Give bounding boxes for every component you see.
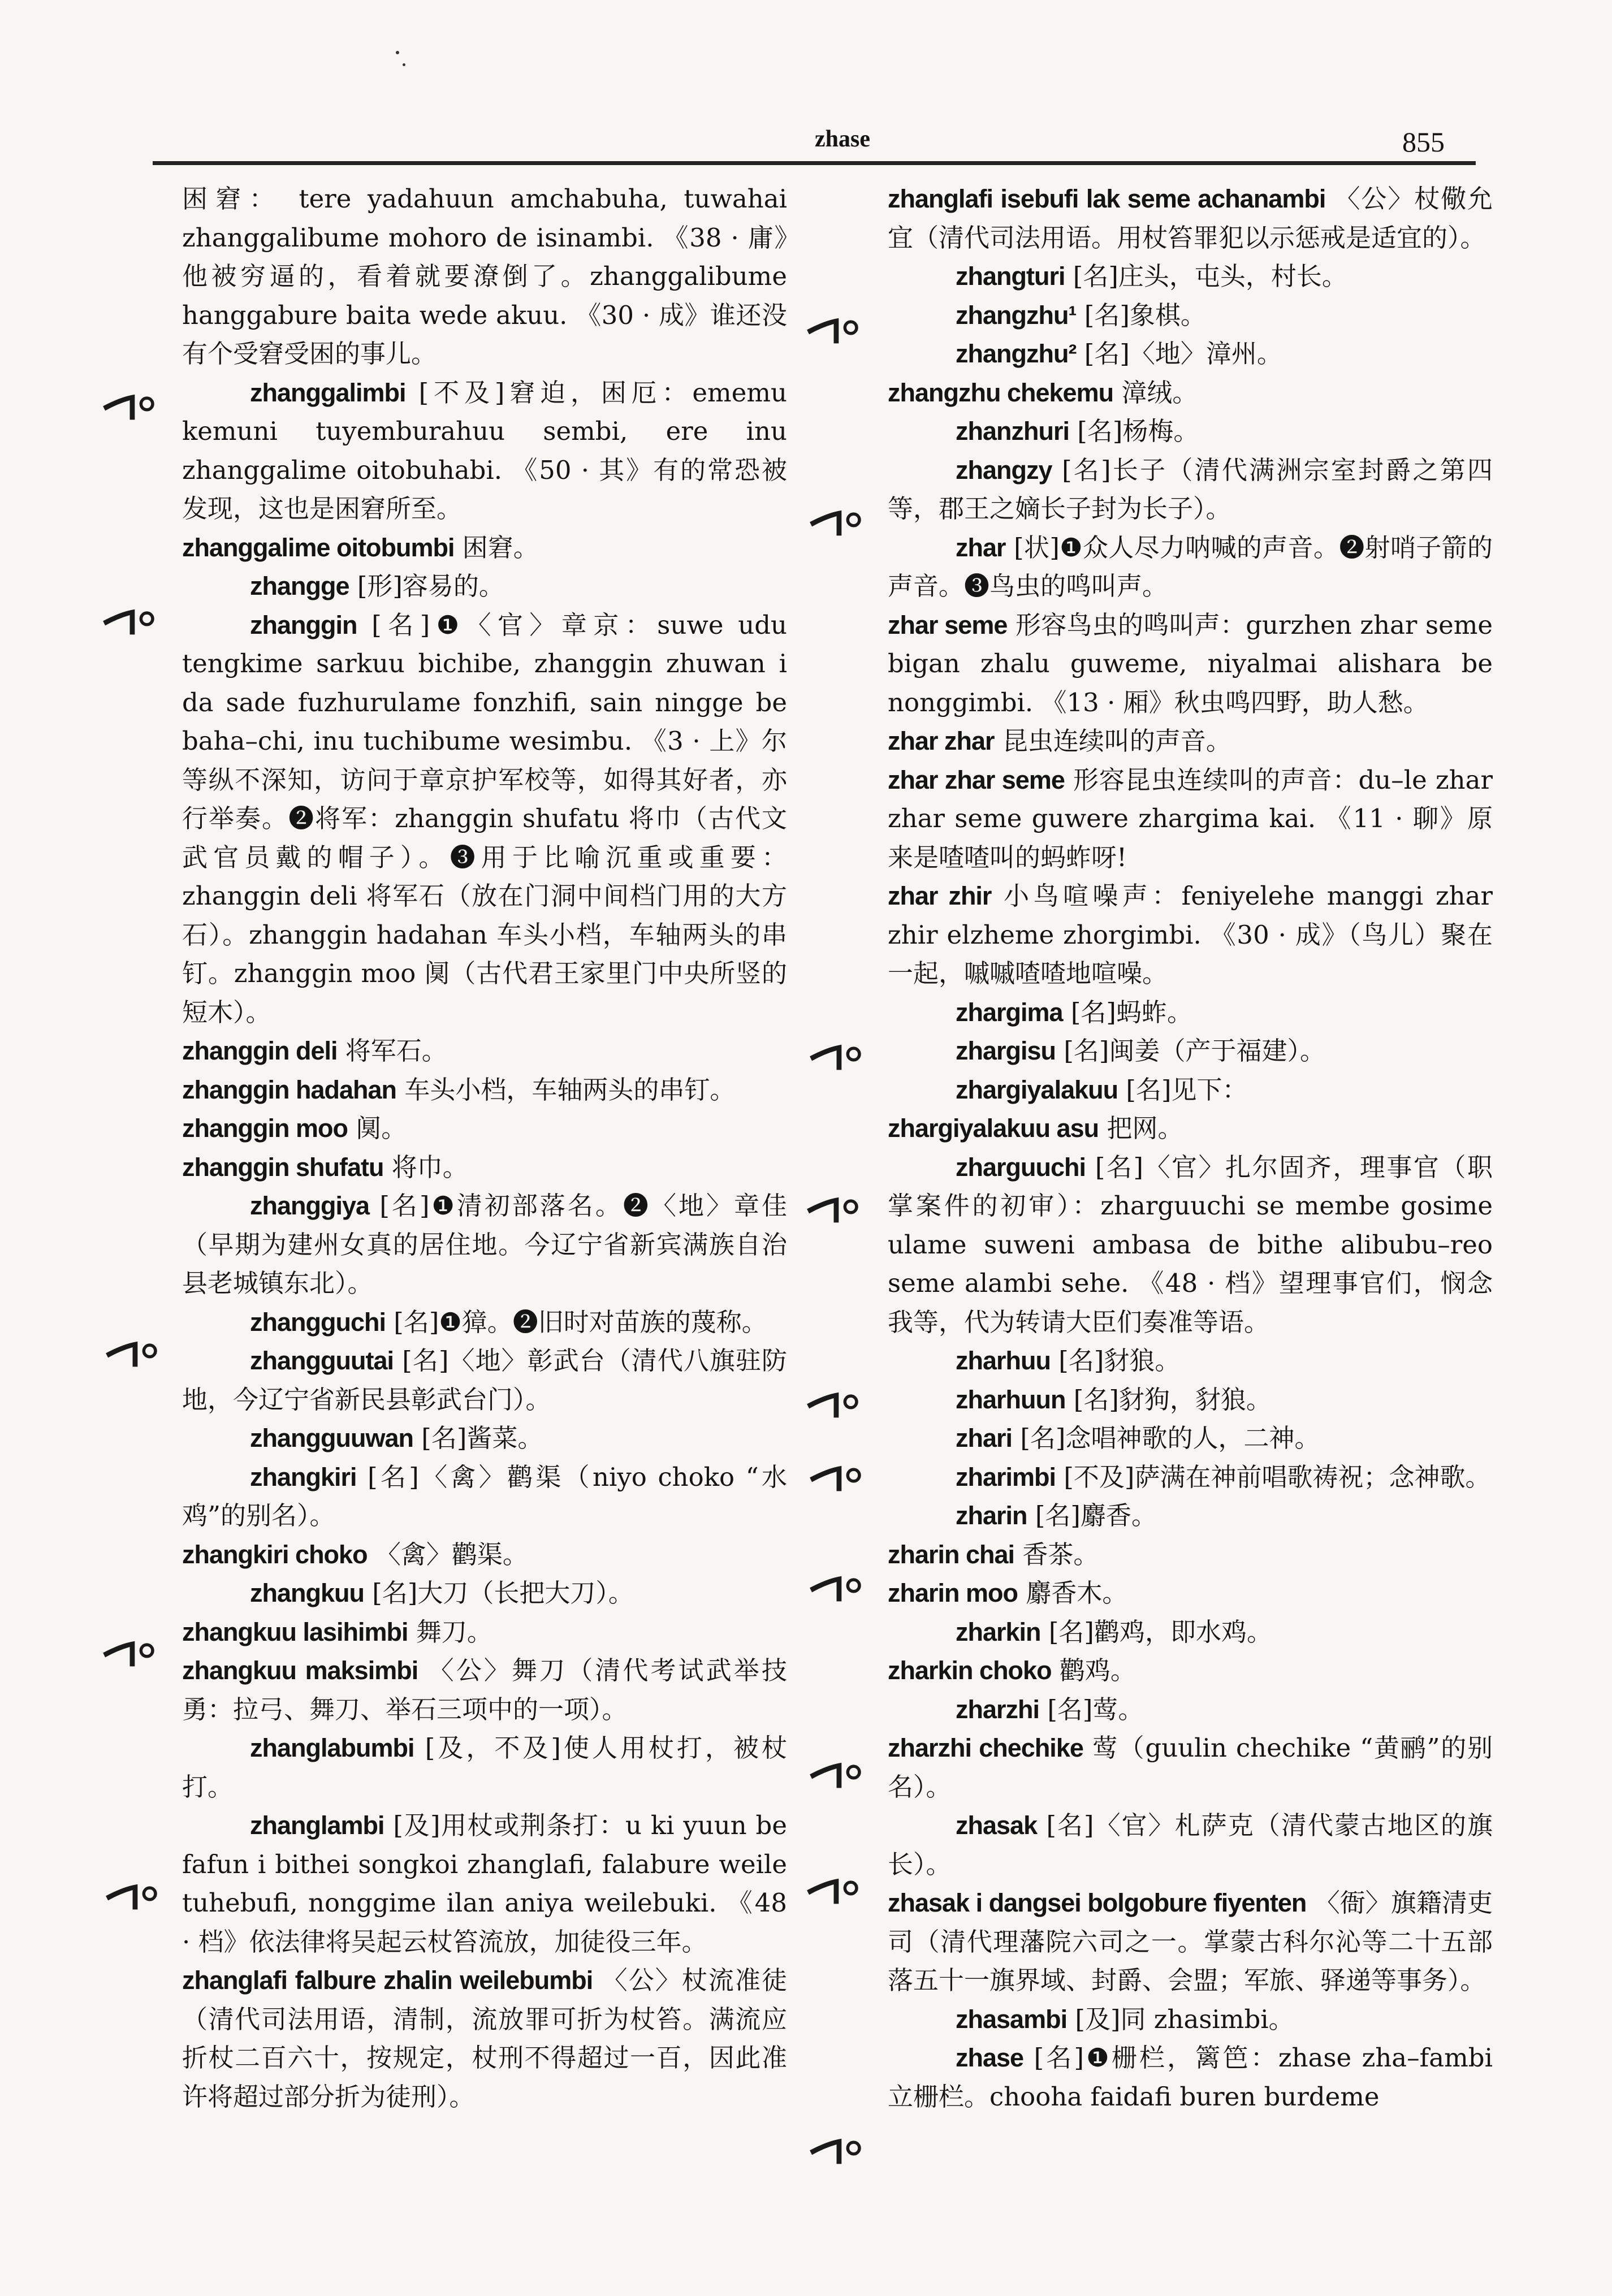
dictionary-entry: [888, 1884, 1493, 2000]
dictionary-entry: [888, 1651, 1493, 1690]
entry-definition: 〈公〉杖儆允宜（清代司法用语。用杖笞罪犯以示惩戒是适宜的）。: [888, 184, 1493, 253]
dictionary-entry: [182, 1536, 787, 1575]
dictionary-entry: [182, 529, 787, 568]
entry-definition: 阒。: [347, 1113, 407, 1143]
dictionary-entry: [182, 606, 787, 1032]
left-column: [182, 180, 787, 2116]
entry-headword: zhangzhu²: [956, 339, 1077, 368]
entry-definition: 漳绒。: [1113, 377, 1198, 408]
entry-headword: zhanggalime oitobumbi: [182, 533, 455, 562]
entry-definition: [名]〈官〉札萨克（清代蒙古地区的旗长）。: [888, 1810, 1493, 1879]
entry-headword: zhargiyalakuu: [956, 1075, 1118, 1104]
entry-definition: [名]豺狼。: [1051, 1346, 1181, 1376]
entry-headword: zhanggin shufatu: [182, 1152, 384, 1182]
page-header: [0, 0, 1612, 170]
entry-definition: [名]莺。: [1039, 1694, 1144, 1724]
entry-headword: zhanggin hadahan: [182, 1075, 397, 1104]
running-head: zhase: [815, 126, 870, 152]
entry-definition: [名]象棋。: [1076, 300, 1206, 330]
dictionary-entry: [182, 374, 787, 529]
dictionary-entry: [182, 1961, 787, 2116]
entry-definition: [名]见下：: [1118, 1074, 1248, 1105]
entry-definition: 形容鸟虫的鸣叫声：gurzhen zhar seme bigan zhalu guweme, niyalmai alishara be nonggimbi. 《13 · 厢》秋虫鸣四野，助人愁。: [888, 609, 1493, 717]
dictionary-entry: [182, 1458, 787, 1536]
entry-definition: [及]用杖或荆条打：u ki yuun be fafun i bithei songkoi zhanglafi, falabure weile tuhebufi, nonggime ilan aniya weilebuki. 《48 · 档》依法律将吴起云杖笞流放，加徒役三年。: [182, 1810, 787, 1957]
entry-definition: [名]麝香。: [1027, 1501, 1157, 1530]
entry-definition: [名]豺狗，豺狼。: [1065, 1384, 1272, 1415]
manchu-script-glyph: ᡷ: [92, 391, 165, 423]
manchu-script-glyph: ᡷ: [799, 1759, 872, 1791]
manchu-script-glyph: ᡷ: [796, 1875, 869, 1907]
dictionary-entry: [182, 1651, 787, 1729]
entry-definition: 把网。: [1099, 1113, 1183, 1143]
dictionary-entry: [888, 877, 1493, 993]
dictionary-entry: [888, 1536, 1493, 1575]
entry-headword: zhargiyalakuu asu: [888, 1114, 1099, 1143]
entry-headword: zhangkiri choko: [182, 1540, 368, 1569]
entry-headword: zhargisu: [956, 1036, 1056, 1065]
dictionary-entry: [888, 993, 1493, 1032]
entry-definition: [名]庄头，屯头，村长。: [1065, 261, 1347, 291]
dictionary-entry: [888, 1342, 1493, 1381]
entry-definition: [名]长子（清代满洲宗室封爵之第四等，郡王之嫡长子封为长子）。: [888, 455, 1493, 524]
dictionary-entry: [888, 296, 1493, 335]
entry-headword: zhangguutai: [250, 1346, 394, 1375]
dictionary-entry: [888, 2039, 1493, 2116]
manchu-script-glyph: ᡷ: [799, 2135, 872, 2167]
entry-headword: zhasambi: [956, 2004, 1068, 2034]
dictionary-entry: [888, 180, 1493, 257]
entry-headword: zhasak: [956, 1811, 1038, 1840]
entry-definition: 麝香木。: [1018, 1578, 1128, 1608]
entry-definition: [状]❶众人尽力呐喊的声音。❷射哨子箭的声音。❸鸟虫的鸣叫声。: [888, 532, 1493, 601]
dictionary-entry: [888, 412, 1493, 451]
print-speck: [403, 63, 405, 66]
entry-definition: [名]蚂蚱。: [1062, 997, 1192, 1027]
dictionary-entry: [888, 257, 1493, 296]
entry-definition: 形容昆虫连续叫的声音：du–le zhar zhar seme guwere zhargima kai. 《11 · 聊》原来是喳喳叫的蚂蚱呀!: [888, 764, 1493, 872]
entry-headword: zhangzy: [956, 455, 1052, 485]
manchu-script-glyph: ᡷ: [95, 1338, 168, 1370]
entry-headword: zharguuchi: [956, 1152, 1086, 1182]
dictionary-entry: [888, 1729, 1493, 1806]
entry-headword: zharkin: [956, 1617, 1041, 1646]
entry-definition: 昆虫连续叫的声音。: [994, 726, 1231, 756]
entry-definition: [形]容易的。: [349, 571, 504, 601]
entry-headword: zhanggin moo: [182, 1114, 348, 1143]
entry-headword: zhanggin deli: [182, 1036, 338, 1065]
entry-definition: [及]同 zhasimbi。: [1067, 2004, 1294, 2034]
dictionary-entry: [888, 722, 1493, 761]
entry-headword: zhanggalimbi: [250, 378, 406, 407]
dictionary-entry: [888, 1497, 1493, 1536]
dictionary-entry: [888, 1419, 1493, 1458]
dictionary-entry: [888, 1613, 1493, 1652]
entry-headword: zharzhi: [956, 1694, 1040, 1724]
entry-definition: 香茶。: [1014, 1539, 1099, 1569]
entry-definition: [名]〈地〉漳州。: [1076, 339, 1282, 369]
dictionary-entry: [888, 1690, 1493, 1729]
entry-headword: zhangturi: [956, 262, 1065, 291]
right-column: [888, 180, 1493, 2116]
entry-headword: zhari: [956, 1424, 1013, 1452]
entry-definition: [名]鹳鸡，即水鸡。: [1040, 1616, 1272, 1647]
entry-definition: [名]❶獐。❷旧时对苗族的蔑称。: [385, 1307, 767, 1337]
entry-definition: 舞刀。: [408, 1616, 492, 1647]
entry-headword: zhangkiri: [250, 1462, 357, 1491]
entry-headword: zhangkuu lasihimbi: [182, 1617, 408, 1646]
dictionary-entry: [888, 606, 1493, 723]
entry-definition: 〈衙〉旗籍清吏司（清代理藩院六司之一。掌蒙古科尔沁等二十五部落五十一旗界域、封爵、会盟；军旅、驿递等事务）。: [888, 1888, 1493, 1995]
entry-headword: zharzhi chechike: [888, 1733, 1083, 1762]
dictionary-entry: [888, 335, 1493, 374]
entry-headword: zhangzhu¹: [956, 300, 1077, 330]
dictionary-entry: [888, 1574, 1493, 1613]
entry-headword: zhanzhuri: [956, 417, 1069, 446]
dictionary-entry: [182, 1613, 787, 1652]
entry-headword: zhangkuu maksimbi: [182, 1656, 418, 1685]
entry-headword: zhanglambi: [250, 1811, 384, 1840]
manchu-script-glyph: ᡷ: [796, 315, 869, 347]
entry-headword: zhanglabumbi: [250, 1733, 414, 1762]
manchu-script-glyph: ᡷ: [92, 1638, 165, 1670]
entry-definition: 〈公〉舞刀（清代考试武举技勇：拉弓、舞刀、举石三项中的一项）。: [182, 1655, 788, 1724]
page-number: 855: [1402, 126, 1445, 158]
entry-headword: zhanggiya: [250, 1191, 370, 1220]
entry-headword: zharimbi: [956, 1462, 1056, 1491]
entry-definition: 困窘： tere yadahuun amchabuha, tuwahai zhanggalibume mohoro de isinambi. 《38 · 庸》他被穷逼的，看着就要潦倒了。zhanggalibume hanggabure baita wede akuu. 《30 · 成》谁还没有个受窘受困的事儿。: [182, 184, 787, 369]
manchu-script-glyph: ᡷ: [799, 507, 872, 539]
entry-headword: zhanggin: [250, 610, 357, 639]
entry-definition: 困窘。: [454, 532, 539, 563]
dictionary-entry: [888, 2000, 1493, 2039]
dictionary-entry: [888, 1806, 1493, 1884]
entry-headword: zhangguuwan: [250, 1424, 413, 1452]
entry-headword: zhangkuu: [250, 1579, 364, 1607]
entry-headword: zhangzhu chekemu: [888, 378, 1114, 407]
entry-definition: 车头小档，车轴两头的串钉。: [396, 1074, 736, 1105]
dictionary-entry: [888, 1381, 1493, 1420]
print-speck: [396, 51, 399, 54]
manchu-script-glyph: ᡷ: [796, 1194, 869, 1226]
dictionary-entry: [888, 1458, 1493, 1497]
manchu-script-glyph: ᡷ: [92, 606, 165, 638]
dictionary-entry: [182, 1729, 787, 1806]
entry-headword: zhargima: [956, 997, 1063, 1027]
dictionary-entry: [182, 567, 787, 606]
header-rule: [153, 161, 1476, 165]
manchu-script-glyph: ᡷ: [796, 1389, 869, 1421]
entry-headword: zhanglafi falbure zhalin weilebumbi: [182, 1966, 593, 1995]
entry-definition: [名]〈官〉扎尔固齐，理事官（职掌案件的初审）：zharguuchi se membe gosime ulame suweni ambasa de bithe alibubu–reo seme alambi sehe. 《48 · 档》望理事官们，悯念我等，代为转请大臣们奏准等语。: [888, 1152, 1493, 1337]
dictionary-entry: [182, 180, 787, 374]
entry-headword: zhangge: [250, 572, 349, 600]
dictionary-entry: [182, 1187, 787, 1303]
entry-definition: [名]大刀（长把大刀）。: [364, 1578, 634, 1608]
dictionary-entry: [888, 1032, 1493, 1071]
dictionary-entry: [888, 374, 1493, 413]
entry-headword: zharin chai: [888, 1540, 1015, 1569]
entry-headword: zhar: [956, 533, 1006, 562]
entry-definition: 小鸟喧噪声：feniyelehe manggi zhar zhir elzheme zhorgimbi. 《30 · 成》（鸟儿）聚在一起，嘁嘁喳喳地喧噪。: [888, 881, 1493, 988]
entry-definition: [不及]窘迫，困厄：ememu kemuni tuyemburahuu sembi, ere inu zhanggalime oitobuhabi. 《50 · 其》有的常恐被发现，这也是困窘所至。: [182, 377, 787, 524]
entry-definition: [名]酱菜。: [413, 1423, 543, 1453]
entry-definition: 将军石。: [337, 1036, 447, 1066]
entry-definition: [名]杨梅。: [1069, 416, 1199, 446]
entry-headword: zharin moo: [888, 1579, 1018, 1607]
entry-definition: 将巾。: [383, 1152, 468, 1182]
dictionary-entry: [888, 1109, 1493, 1148]
dictionary-entry: [182, 1109, 787, 1148]
dictionary-entry: [182, 1574, 787, 1613]
manchu-script-glyph: ᡷ: [799, 1573, 872, 1605]
manchu-script-glyph: ᡷ: [799, 1041, 872, 1073]
entry-headword: zhase: [956, 2043, 1024, 2072]
entry-headword: zhasak i dangsei bolgobure fiyenten: [888, 1888, 1307, 1917]
dictionary-entry: [182, 1032, 787, 1071]
entry-headword: zhar seme: [888, 610, 1008, 639]
dictionary-entry: [182, 1419, 787, 1458]
entry-headword: zhar zhir: [888, 881, 992, 910]
manchu-script-glyph: ᡷ: [799, 1463, 872, 1494]
entry-headword: zhanglafi isebufi lak seme achanambi: [888, 184, 1326, 213]
entry-definition: 鹳鸡。: [1051, 1655, 1136, 1685]
entry-definition: [不及]萨满在神前唱歌祷祝；念神歌。: [1056, 1462, 1491, 1492]
entry-definition: 〈禽〉鹳渠。: [367, 1539, 528, 1569]
entry-definition: [名]〈禽〉鹳渠（niyo choko “水鸡”的别名）。: [182, 1462, 787, 1530]
entry-definition: [名]念唱神歌的人，二神。: [1012, 1423, 1320, 1453]
dictionary-entry: [182, 1806, 787, 1961]
entry-definition: [名]❶栅栏，篱笆：zhase zha–fambi 立栅栏。chooha faidafi buren burdeme: [888, 2043, 1493, 2112]
entry-headword: zhangguchi: [250, 1307, 386, 1337]
entry-definition: 〈公〉杖流准徒（清代司法用语，清制，流放罪可折为杖笞。满流应折杖二百六十，按规定，杖刑不得超过一百，因此准许将超过部分折为徒刑）。: [182, 1965, 788, 2112]
entry-headword: zharhuun: [956, 1385, 1066, 1414]
dictionary-entry: [182, 1071, 787, 1110]
dictionary-entry: [888, 451, 1493, 529]
dictionary-entry: [888, 529, 1493, 606]
entry-definition: [名]❶〈官〉章京：suwe udu tengkime sarkuu bichibe, zhanggin zhuwan i da sade fuzhurulame fonzhifi, sain ningge be baha–chi, inu tuchibume wesimbu. 《3 · 上》尔等纵不深知，访问于章京护军校等，如得其好者，亦行举奏。❷将军：zhanggin shufatu 将巾（古代文武官员戴的帽子）。❸用于比喻沉重或重要：zhanggin deli 将军石（放在门洞中间档门用的大方石）。zhanggin hadahan 车头小档，车轴两头的串钉。zhanggin moo 阒（古代君王家里门中央所竖的短木）。: [182, 609, 787, 1027]
entry-definition: [名]闽姜（产于福建）。: [1056, 1036, 1325, 1066]
entry-headword: zharin: [956, 1501, 1027, 1530]
entry-headword: zharkin choko: [888, 1656, 1052, 1685]
entry-headword: zhar zhar: [888, 727, 995, 755]
dictionary-entry: [888, 1071, 1493, 1110]
entry-headword: zhar zhar seme: [888, 765, 1065, 794]
entry-definition: [名]〈地〉彰武台（清代八旗驻防地，今辽宁省新民县彰武台门）。: [182, 1346, 787, 1415]
entry-definition: 莺（guulin chechike “黄鹂”的别名）。: [888, 1733, 1493, 1802]
dictionary-entry: [182, 1303, 787, 1342]
entry-definition: [名]❶清初部落名。❷〈地〉章佳（早期为建州女真的居住地。今辽宁省新宾满族自治县老城镇东北）。: [182, 1191, 787, 1298]
dictionary-entry: [888, 1148, 1493, 1342]
dictionary-entry: [182, 1342, 787, 1419]
entry-headword: zharhuu: [956, 1346, 1051, 1375]
entry-definition: [及，不及]使人用杖打，被杖打。: [182, 1733, 787, 1802]
manchu-script-glyph: ᡷ: [95, 1881, 168, 1913]
dictionary-entry: [888, 761, 1493, 877]
dictionary-entry: [182, 1148, 787, 1187]
